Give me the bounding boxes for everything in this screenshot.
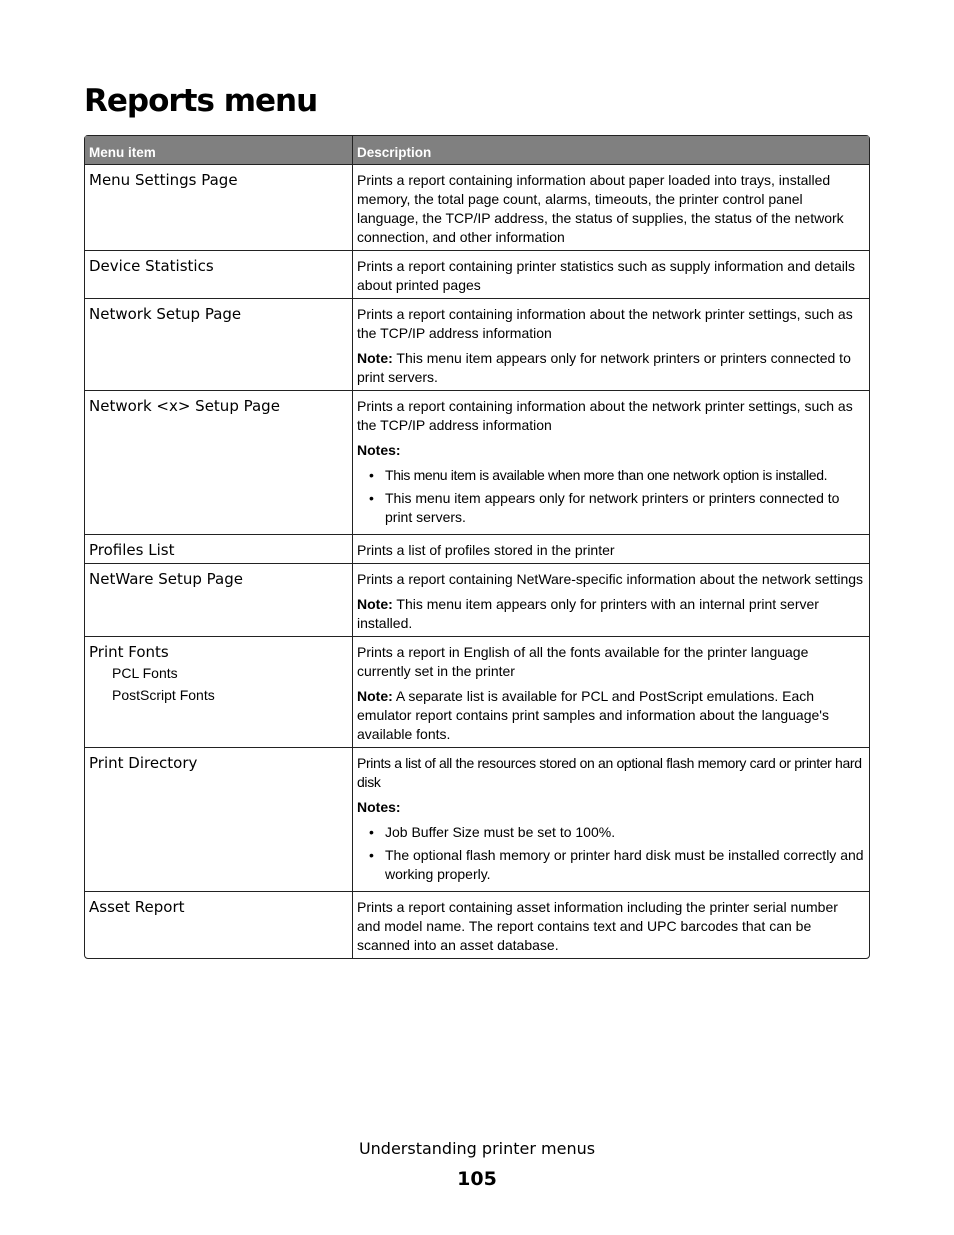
note-label: Note: bbox=[357, 596, 393, 612]
menu-item-cell bbox=[85, 298, 353, 390]
table-row-profiles-list bbox=[85, 534, 869, 563]
menu-item-name: Network Setup Page bbox=[89, 305, 242, 323]
description-text: Prints a list of all the resources stored on an optional flash memory card or printer hard disk bbox=[357, 755, 862, 790]
menu-item-name: Profiles List bbox=[89, 541, 175, 559]
description-text: Prints a report containing information about paper loaded into trays, installed memory, the total page count, alarms, timeouts, the printer control panel language, the TCP/IP address, the status of supplies, the status of the network connection, and other information bbox=[357, 172, 844, 245]
menu-item-name: Asset Report bbox=[89, 898, 185, 916]
note-paragraph bbox=[357, 595, 865, 633]
description-cell bbox=[353, 534, 869, 563]
note-text: This menu item appears only for printers with an internal print server installed. bbox=[357, 596, 819, 631]
description-cell bbox=[353, 636, 869, 747]
table-row-asset-report bbox=[85, 891, 869, 958]
menu-item-cell bbox=[85, 390, 353, 534]
description-text: Prints a report containing information about the network printer settings, such as the TCP/IP address information bbox=[357, 306, 853, 341]
menu-item-name: Network <x> Setup Page bbox=[89, 397, 280, 415]
sub-item-pcl-fonts: PCL Fonts bbox=[112, 665, 178, 681]
description-cell bbox=[353, 390, 869, 534]
description-text: Prints a report in English of all the fonts available for the printer language currently set in the printer bbox=[357, 644, 809, 679]
description-cell bbox=[353, 250, 869, 298]
sub-item-postscript-fonts: PostScript Fonts bbox=[112, 687, 215, 703]
table-row-network-setup-page bbox=[85, 298, 869, 390]
header-menu-item: Menu item bbox=[85, 136, 353, 164]
table-row-menu-settings-page bbox=[85, 164, 869, 250]
page-number: 105 bbox=[457, 1168, 497, 1190]
table-row-network-x-setup-page bbox=[85, 390, 869, 534]
footer-chapter-title: Understanding printer menus bbox=[358, 1139, 596, 1158]
description-text: Prints a report containing NetWare-specific information about the network settings bbox=[357, 571, 864, 587]
notes-label: Notes: bbox=[357, 799, 401, 815]
menu-item-cell bbox=[85, 534, 353, 563]
menu-item-cell bbox=[85, 747, 353, 891]
description-cell bbox=[353, 563, 869, 636]
menu-item-cell bbox=[85, 250, 353, 298]
note-paragraph bbox=[357, 349, 865, 387]
notes-label: Notes: bbox=[357, 442, 401, 458]
description-cell bbox=[353, 164, 869, 250]
description-cell bbox=[353, 747, 869, 891]
note-paragraph bbox=[357, 687, 865, 744]
description-text: Prints a list of profiles stored in the printer bbox=[357, 542, 615, 558]
header-description: Description bbox=[353, 136, 869, 164]
menu-item-name: Menu Settings Page bbox=[89, 171, 238, 189]
description-text: Prints a report containing information about the network printer settings, such as the TCP/IP address information bbox=[357, 398, 853, 433]
menu-item-cell bbox=[85, 891, 353, 958]
description-cell bbox=[353, 298, 869, 390]
note-item: • This menu item appears only for network printers or printers connected to print servers. bbox=[357, 489, 865, 527]
table-row-print-directory bbox=[85, 747, 869, 891]
menu-item-name: NetWare Setup Page bbox=[89, 570, 243, 588]
notes-list bbox=[357, 466, 865, 527]
description-cell bbox=[353, 891, 869, 958]
note-text: This menu item appears only for network printers or printers connected to print servers. bbox=[357, 350, 851, 385]
menu-item-name: Print Directory bbox=[89, 754, 198, 772]
menu-item-cell bbox=[85, 636, 353, 747]
page-title: Reports menu bbox=[84, 83, 318, 119]
menu-item-name: Print Fonts bbox=[89, 643, 169, 661]
note-label: Note: bbox=[357, 350, 393, 366]
note-item: • Job Buffer Size must be set to 100%. bbox=[357, 823, 865, 842]
table-row-print-fonts bbox=[85, 636, 869, 747]
note-text: A separate list is available for PCL and PostScript emulations. Each emulator report contains print samples and information about the language's available fonts. bbox=[357, 688, 829, 742]
table-header-row bbox=[85, 136, 869, 164]
note-label: Note: bbox=[357, 688, 393, 704]
description-text: Prints a report containing printer statistics such as supply information and details about printed pages bbox=[357, 258, 856, 293]
menu-item-cell bbox=[85, 563, 353, 636]
notes-list bbox=[357, 823, 865, 884]
note-item: • The optional flash memory or printer hard disk must be installed correctly and working properly. bbox=[357, 846, 865, 884]
description-text: Prints a report containing asset information including the printer serial number and model name. The report contains text and UPC barcodes that can be scanned into an asset database. bbox=[357, 899, 838, 953]
menu-item-cell bbox=[85, 164, 353, 250]
reports-menu-table bbox=[84, 135, 870, 959]
table-row-device-statistics bbox=[85, 250, 869, 298]
table-row-netware-setup-page bbox=[85, 563, 869, 636]
menu-item-name: Device Statistics bbox=[89, 257, 214, 275]
note-item: • This menu item is available when more than one network option is installed. bbox=[357, 466, 865, 485]
